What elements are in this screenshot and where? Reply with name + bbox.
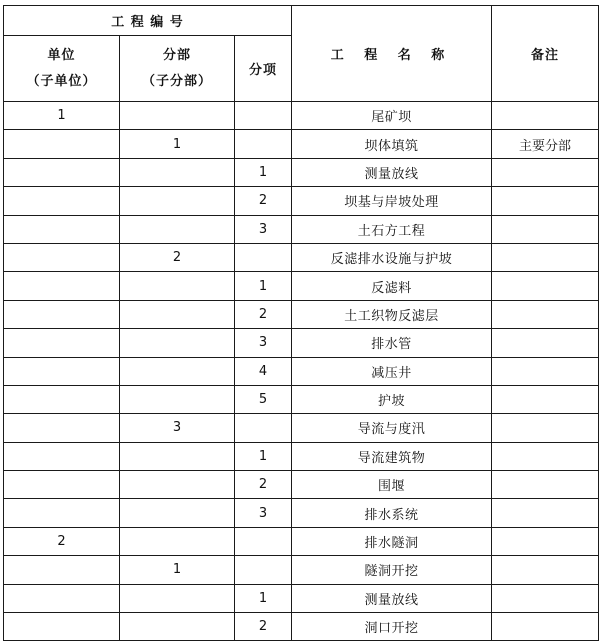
cell-item [235,102,292,130]
cell-remark [492,442,599,470]
header-project-code: 工 程 编 号 [4,6,292,36]
table-row [4,158,599,186]
cell-unit [4,329,120,357]
cell-remark [492,187,599,215]
cell-name: 护坡 [292,385,492,413]
header-unit-sublabel: （子单位） [26,73,97,89]
cell-part [120,613,235,641]
table-row [4,584,599,612]
cell-remark [492,243,599,271]
cell-item: 1 [235,584,292,612]
cell-name: 排水系统 [292,499,492,527]
cell-unit [4,414,120,442]
cell-unit [4,272,120,300]
cell-name: 洞口开挖 [292,613,492,641]
cell-item: 2 [235,300,292,328]
cell-name: 隧洞开挖 [292,556,492,584]
cell-unit [4,130,120,158]
cell-unit [4,613,120,641]
cell-unit [4,243,120,271]
cell-part [120,300,235,328]
cell-remark [492,385,599,413]
cell-name: 土工织物反滤层 [292,300,492,328]
cell-part [120,584,235,612]
project-division-table [3,5,599,641]
cell-item: 3 [235,329,292,357]
cell-item: 5 [235,385,292,413]
cell-item: 1 [235,158,292,186]
cell-remark [492,527,599,555]
cell-remark: 主要分部 [492,130,599,158]
cell-part [120,357,235,385]
cell-part [120,442,235,470]
cell-name: 土石方工程 [292,215,492,243]
header-remark: 备注 [492,6,599,102]
cell-name: 坝基与岸坡处理 [292,187,492,215]
cell-unit: 2 [4,527,120,555]
header-part-sublabel: （子分部） [141,73,212,89]
table-row [4,414,599,442]
table-row [4,215,599,243]
cell-remark [492,471,599,499]
table-row [4,300,599,328]
cell-part: 3 [120,414,235,442]
table-row [4,102,599,130]
cell-remark [492,357,599,385]
header-part-label: 分部 [162,47,191,63]
cell-unit [4,584,120,612]
cell-part [120,215,235,243]
cell-part [120,158,235,186]
cell-unit [4,499,120,527]
header-unit [4,36,120,102]
table-row [4,556,599,584]
cell-name: 排水隧洞 [292,527,492,555]
cell-remark [492,556,599,584]
cell-remark [492,215,599,243]
cell-name: 导流与度汛 [292,414,492,442]
cell-remark [492,613,599,641]
cell-item: 1 [235,442,292,470]
table-header [4,6,599,102]
cell-name: 导流建筑物 [292,442,492,470]
table-row [4,272,599,300]
cell-unit [4,442,120,470]
cell-name: 反滤料 [292,272,492,300]
cell-item [235,414,292,442]
cell-remark [492,414,599,442]
cell-name: 尾矿坝 [292,102,492,130]
table-row [4,243,599,271]
cell-name: 反滤排水设施与护坡 [292,243,492,271]
header-item: 分项 [235,36,292,102]
cell-item: 3 [235,215,292,243]
header-part [120,36,235,102]
cell-item: 2 [235,613,292,641]
cell-part [120,272,235,300]
cell-item: 4 [235,357,292,385]
cell-item [235,527,292,555]
cell-item: 1 [235,272,292,300]
header-project-name: 工 程 名 称 [292,6,492,102]
cell-part [120,187,235,215]
table-row [4,385,599,413]
cell-unit: 1 [4,102,120,130]
cell-unit [4,215,120,243]
cell-unit [4,385,120,413]
cell-remark [492,158,599,186]
cell-unit [4,158,120,186]
cell-remark [492,300,599,328]
header-unit-label: 单位 [47,47,76,63]
cell-name: 围堰 [292,471,492,499]
table-body [4,102,599,641]
table-row [4,329,599,357]
cell-unit [4,187,120,215]
table-row [4,130,599,158]
table-row [4,442,599,470]
cell-item [235,556,292,584]
table-row [4,357,599,385]
table-row [4,187,599,215]
cell-part [120,102,235,130]
cell-unit [4,300,120,328]
cell-part: 1 [120,130,235,158]
cell-name: 测量放线 [292,584,492,612]
cell-item: 3 [235,499,292,527]
cell-part: 1 [120,556,235,584]
cell-name: 坝体填筑 [292,130,492,158]
cell-part [120,329,235,357]
cell-name: 测量放线 [292,158,492,186]
table-row [4,499,599,527]
cell-remark [492,329,599,357]
cell-item: 2 [235,187,292,215]
table-row [4,613,599,641]
cell-remark [492,102,599,130]
cell-unit [4,556,120,584]
cell-part [120,471,235,499]
cell-part [120,499,235,527]
cell-item [235,130,292,158]
project-division-table-sheet [3,5,599,641]
cell-remark [492,272,599,300]
cell-name: 减压井 [292,357,492,385]
cell-unit [4,471,120,499]
cell-part [120,385,235,413]
cell-name: 排水管 [292,329,492,357]
cell-item [235,243,292,271]
cell-part: 2 [120,243,235,271]
table-row [4,527,599,555]
cell-unit [4,357,120,385]
cell-part [120,527,235,555]
table-row [4,471,599,499]
cell-remark [492,584,599,612]
cell-remark [492,499,599,527]
cell-item: 2 [235,471,292,499]
